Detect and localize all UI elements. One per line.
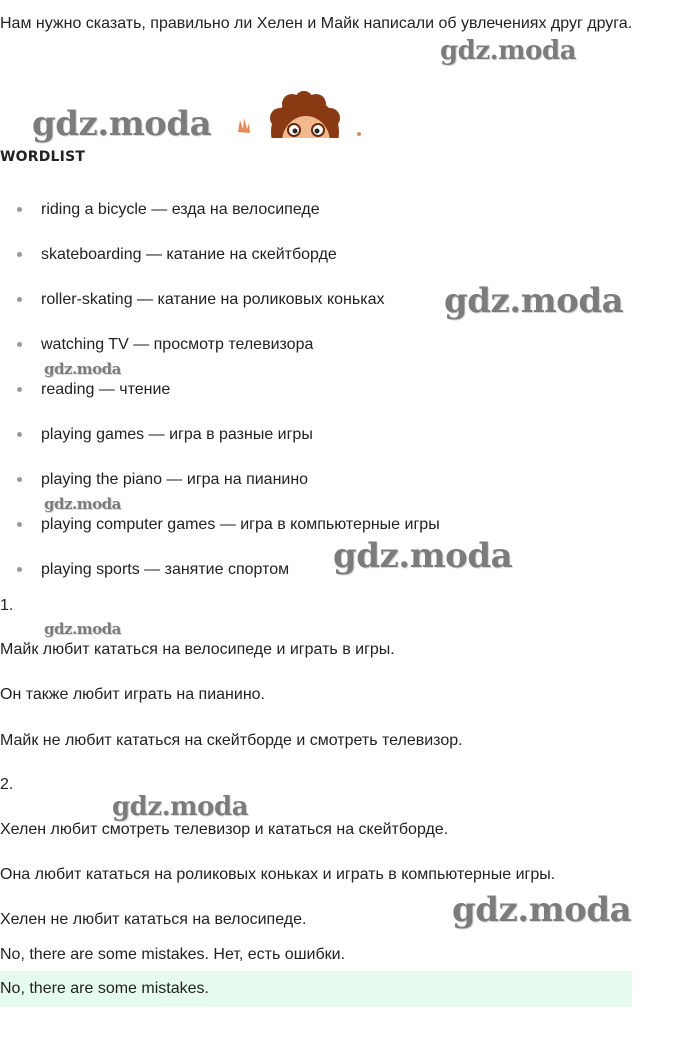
bullet-icon	[17, 387, 22, 392]
wordlist-heading: WORDLIST	[0, 149, 86, 165]
section2-line: Она любит кататься на роликовых коньках и играть в компьютерные игры.	[0, 866, 556, 883]
bullet-icon	[17, 207, 22, 212]
kids-illustration	[230, 88, 370, 138]
watermark-logo: gdz.moda	[444, 281, 624, 321]
watermark-logo: gdz.moda	[44, 620, 121, 638]
watermark-logo: gdz.moda	[333, 536, 513, 576]
conclusion-text: No, there are some mistakes. Нет, есть ошибки.	[0, 946, 346, 963]
section2-line: Хелен не любит кататься на велосипеде.	[0, 911, 307, 928]
section-number: 2.	[0, 776, 14, 793]
bullet-icon	[17, 477, 22, 482]
bullet-icon	[17, 522, 22, 527]
bullet-icon	[17, 432, 22, 437]
section1-line: Он также любит играть на пианино.	[0, 686, 265, 703]
watermark-logo: gdz.moda	[112, 792, 249, 822]
watermark-logo: gdz.moda	[44, 360, 121, 378]
section1-line: Майк не любит кататься на скейтборде и смотреть телевизор.	[0, 732, 463, 749]
bullet-icon	[17, 342, 22, 347]
watermark-logo: gdz.moda	[32, 104, 212, 144]
answer-box	[0, 971, 632, 1007]
watermark-logo: gdz.moda	[440, 36, 577, 66]
bullet-icon	[17, 252, 22, 257]
bullet-icon	[17, 297, 22, 302]
section1-line: Майк любит кататься на велосипеде и играть в игры.	[0, 641, 395, 658]
answer-text: No, there are some mistakes.	[0, 980, 209, 997]
intro-paragraph: Нам нужно сказать, правильно ли Хелен и Майк написали об увлечениях друг друга.	[0, 15, 633, 32]
watermark-logo: gdz.moda	[452, 890, 632, 930]
section-number: 1.	[0, 597, 14, 614]
bullet-icon	[17, 567, 22, 572]
section2-line: Хелен любит смотреть телевизор и кататься на скейтборде.	[0, 821, 449, 838]
watermark-logo: gdz.moda	[44, 495, 121, 513]
